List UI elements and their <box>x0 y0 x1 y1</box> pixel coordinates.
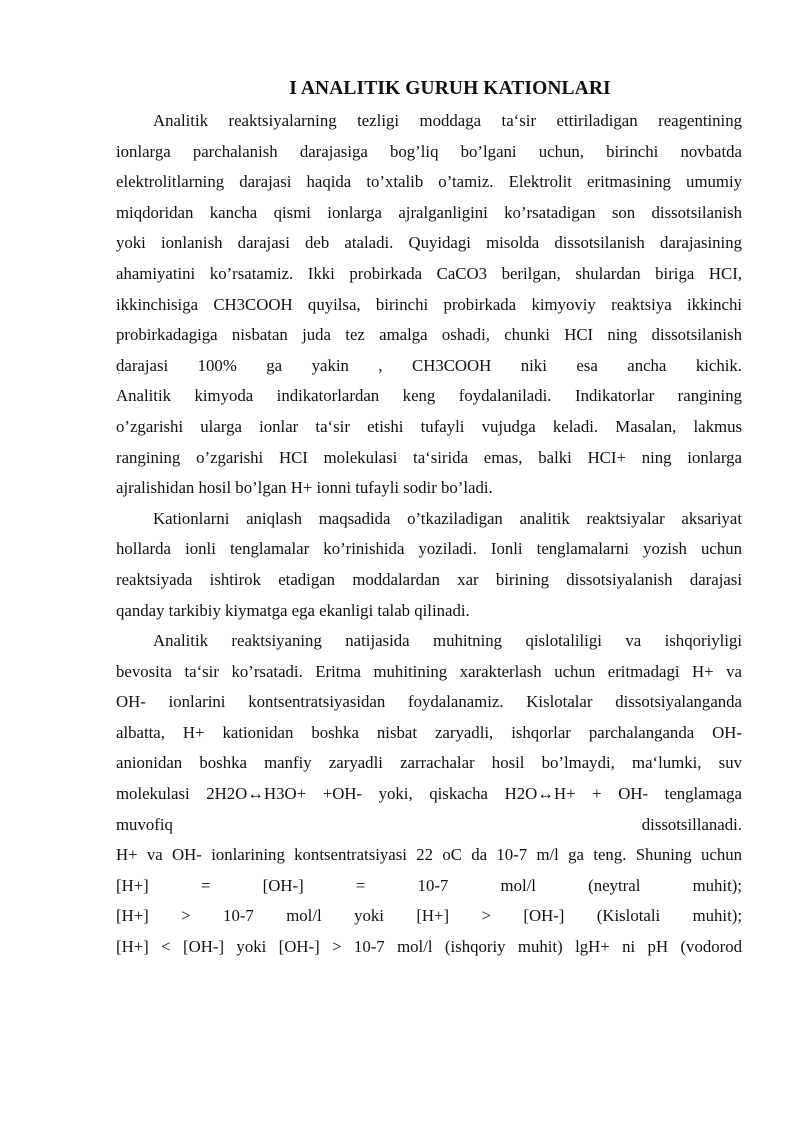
text-line: bevosita ta‘sir ko’rsatadi. Eritma muhitining xarakterlash uchun eritmadagi H+ va <box>116 661 742 681</box>
text-line: molekulasi 2H2O↔H3O+ +OH- yoki, qiskacha H2O↔H+ + OH- tenglamaga <box>116 784 742 804</box>
text-line: Analitik kimyoda indikatorlardan keng foydalaniladi. Indikatorlar rangining <box>116 386 742 406</box>
text-line: ahamiyatini ko’rsatamiz. Ikki probirkada CaCO3 berilgan, shulardan biriga HCI, <box>116 263 742 283</box>
text-line: H+ va OH- ionlarining kontsentratsiyasi 22 oC da 10-7 m/l ga teng. Shuning uchun <box>116 845 742 865</box>
document-page <box>116 76 742 963</box>
text-line: yoki ionlanish darajasi deb ataladi. Quyidagi misolda dissotsilanish darajasining <box>116 233 742 253</box>
text-line: probirkadagiga nisbatan juda tez amalga oshadi, chunki HCI ning dissotsilanish <box>116 325 742 345</box>
text-line: muvofiq dissotsillanadi. <box>116 814 742 834</box>
text-line: ionlarga parchalanish darajasiga bog’liq bo’lgani uchun, birinchi novbatda <box>116 141 742 161</box>
text-line: ikkinchisiga CH3COOH quyilsa, birinchi probirkada kimyoviy reaktsiya ikkinchi <box>116 294 742 314</box>
text-line: hollarda ionli tenglamalar ko’rinishida yoziladi. Ionli tenglamalarni yozish uchun <box>116 539 742 559</box>
text-line: Analitik reaktsiyalarning tezligi moddaga ta‘sir ettiriladigan reagentining <box>153 111 742 130</box>
text-line: OH- ionlarini kontsentratsiyasidan foydalanamiz. Kislotalar dissotsiyalanganda <box>116 692 742 712</box>
text-line: reaktsiyada ishtirok etadigan moddalardan xar birining dissotsiyalanish darajasi <box>116 569 742 589</box>
text-line: rangining o’zgarishi HCI molekulasi ta‘sirida emas, balki HCI+ ning ionlarga <box>116 447 742 467</box>
text-line: [H+] = [OH-] = 10-7 mol/l (neytral muhit); <box>116 875 742 895</box>
text-line: anionidan boshka manfiy zaryadli zarrachalar hosil bo’lmaydi, ma‘lumki, suv <box>116 753 742 773</box>
text-line: elektrolitlarning darajasi haqida to’xtalib o’tamiz. Elektrolit eritmasining umumiy <box>116 172 742 192</box>
text-line: miqdoridan kancha qismi ionlarga ajralganligini ko’rsatadigan son dissotsilanish <box>116 202 742 222</box>
text-line: albatta, H+ kationidan boshka nisbat zaryadli, ishqorlar parchalanganda OH- <box>116 722 742 742</box>
text-line: darajasi 100% ga yakin , CH3COOH niki esa ancha kichik. <box>116 355 742 375</box>
text-line: ajralishidan hosil bo’lgan H+ ionni tufayli sodir bo’ladi. <box>116 478 493 498</box>
text-line: Analitik reaktsiyaning natijasida muhitning qislotaliligi va ishqoriyligi <box>153 631 742 651</box>
text-line: [H+] < [OH-] yoki [OH-] > 10-7 mol/l (ishqoriy muhit) lgH+ ni pH (vodorod <box>116 937 742 957</box>
text-line: qanday tarkibiy kiymatga ega ekanligi talab qilinadi. <box>116 600 470 620</box>
text-line: Kationlarni aniqlash maqsadida o’tkaziladigan analitik reaktsiyalar aksariyat <box>153 508 742 528</box>
text-line: o’zgarishi ularga ionlar ta‘sir etishi tufayli vujudga keladi. Masalan, lakmus <box>116 416 742 436</box>
document-title: I ANALITIK GURUH KATIONLARI <box>289 78 611 99</box>
text-line: [H+] > 10-7 mol/l yoki [H+] > [OH-] (Kislotali muhit); <box>116 906 742 926</box>
document-body <box>116 106 742 963</box>
